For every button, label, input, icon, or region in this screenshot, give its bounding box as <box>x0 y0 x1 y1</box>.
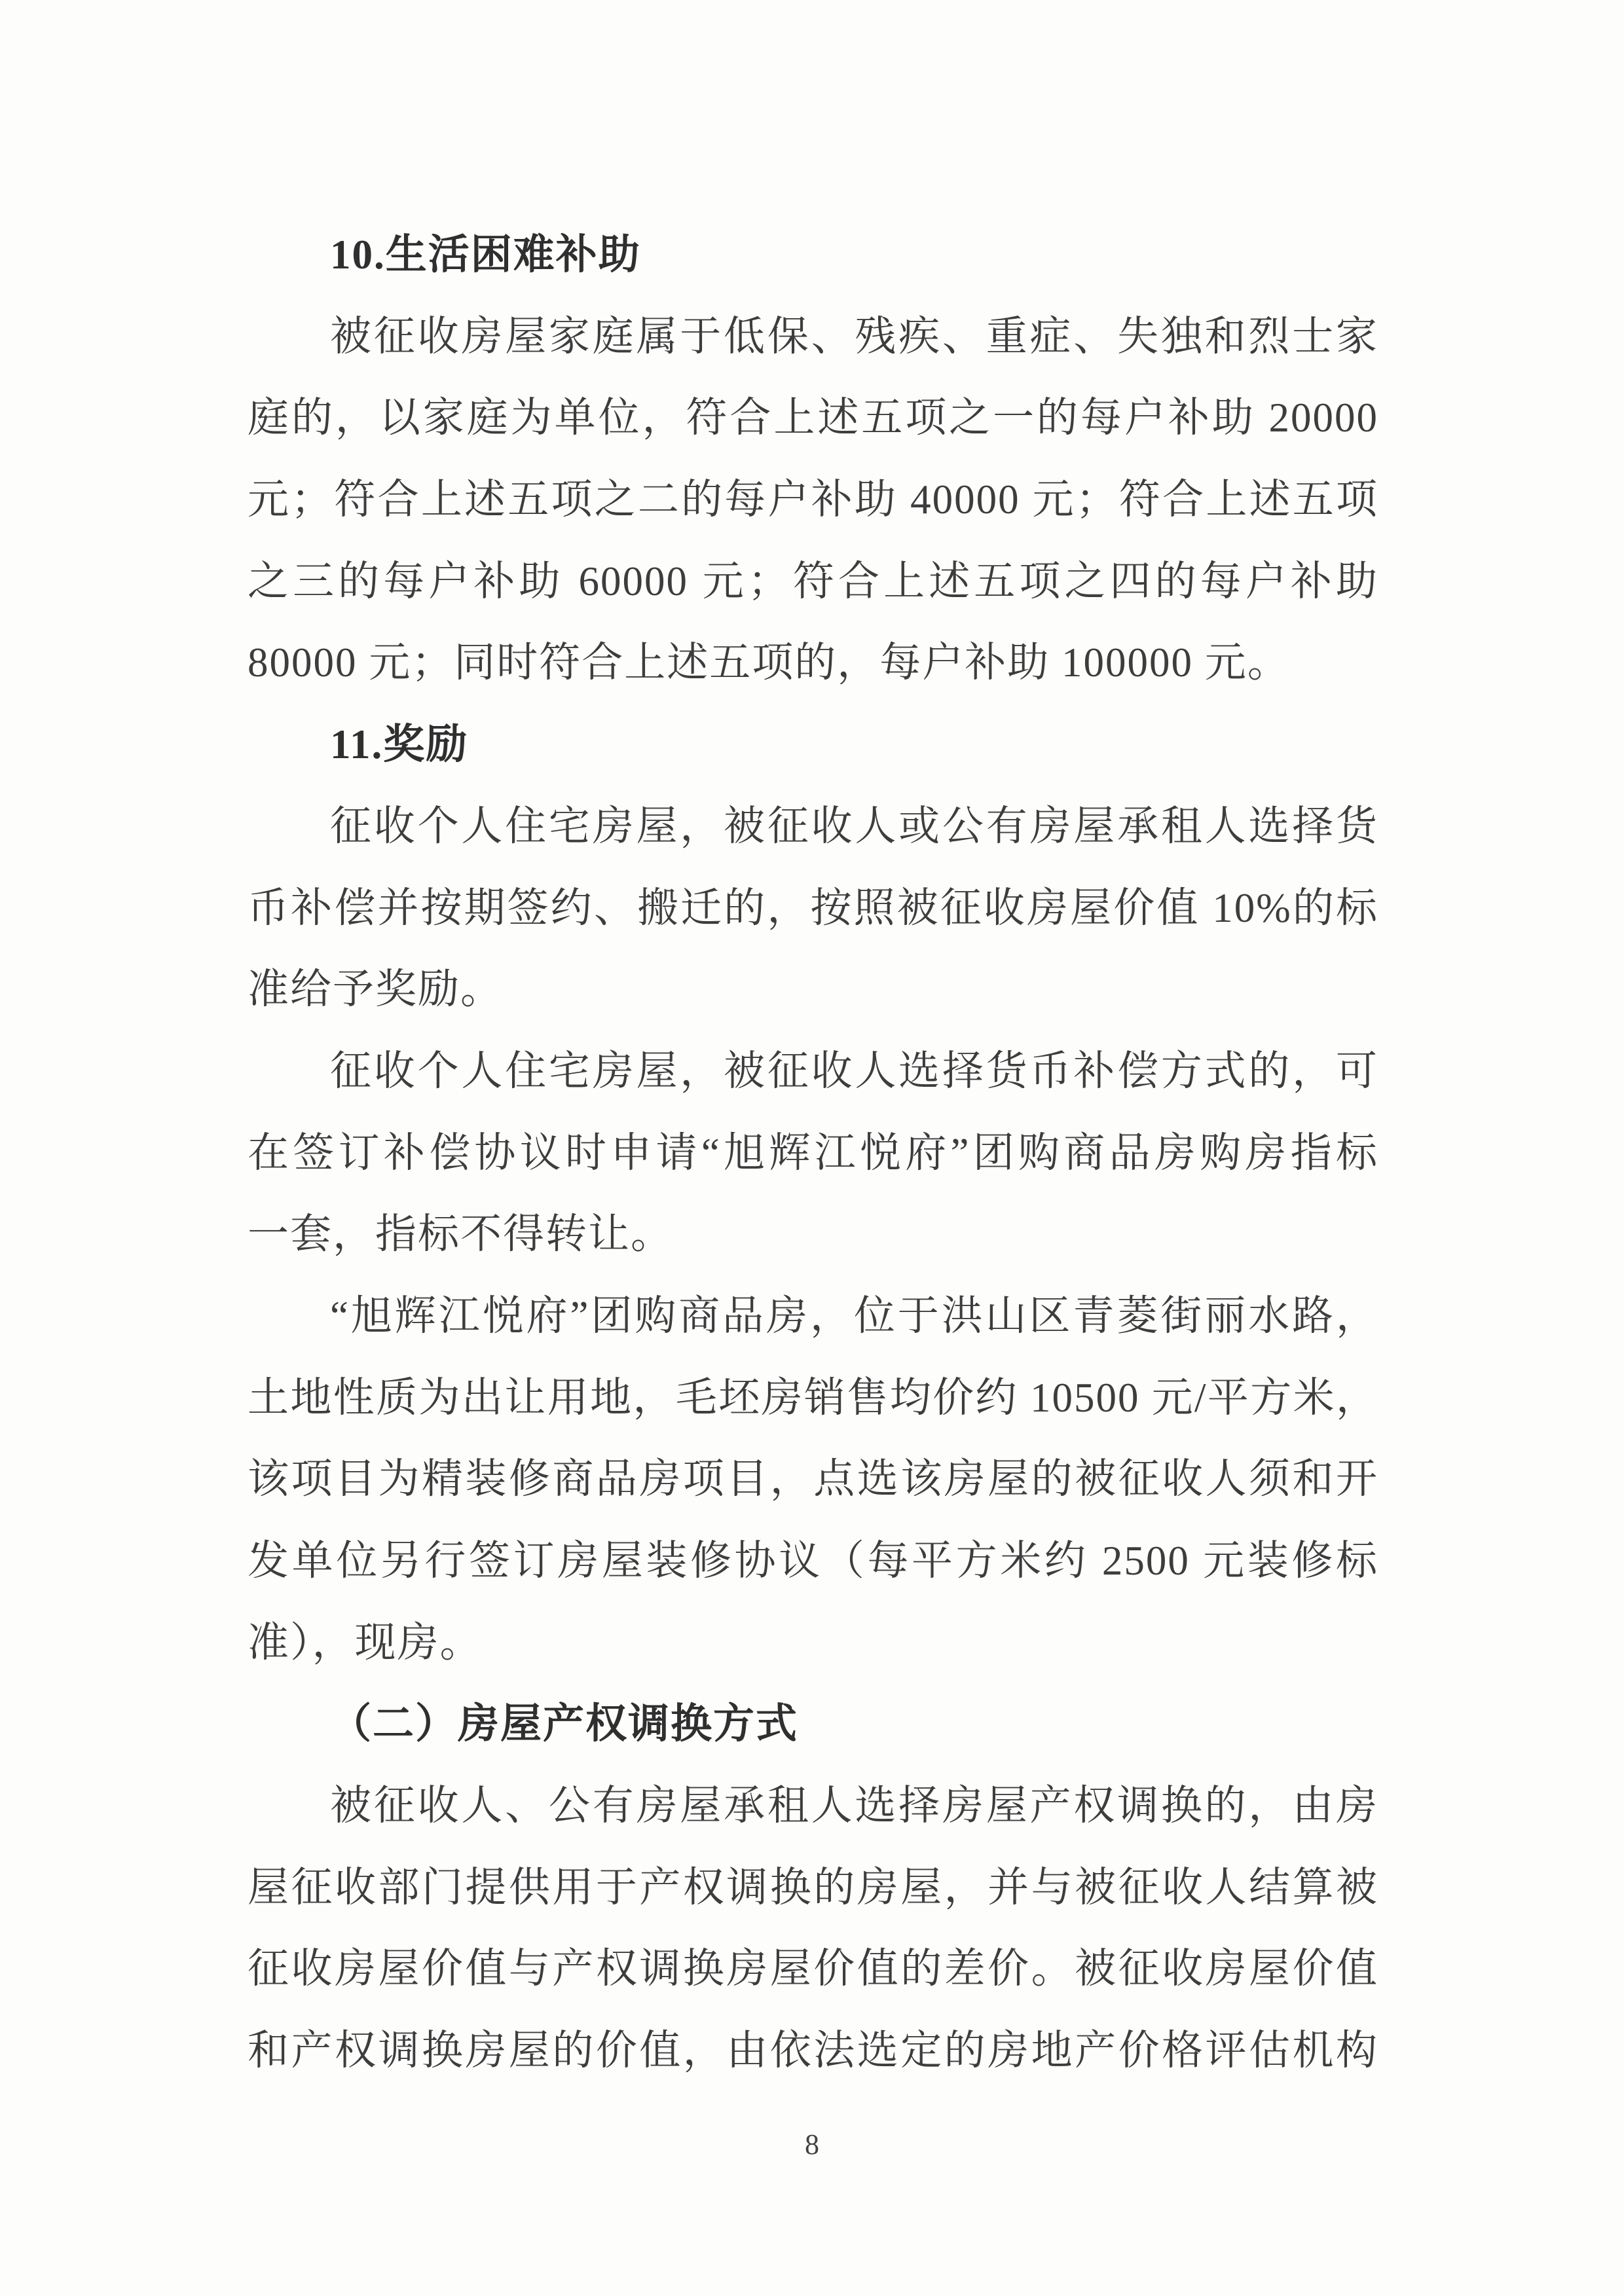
heading-line: 10.生活困难补助 <box>330 232 641 278</box>
body-line: 准），现房。 <box>248 1619 483 1666</box>
body-line: 准给予奖励。 <box>248 966 503 1013</box>
body-line: 币补偿并按期签约、搬迁的，按照被征收房屋价值 10%的标 <box>248 884 1378 931</box>
body-line: 元；符合上述五项之二的每户补助 40000 元；符合上述五项 <box>248 477 1378 523</box>
body-line: 庭的，以家庭为单位，符合上述五项之一的每户补助 20000 <box>248 395 1378 441</box>
body-line: “旭辉江悦府”团购商品房，位于洪山区青菱街丽水路， <box>330 1292 1378 1339</box>
document-body <box>248 214 1378 2092</box>
body-line: 征收个人住宅房屋，被征收人或公有房屋承租人选择货 <box>330 803 1378 849</box>
body-line: 和产权调换房屋的价值，由依法选定的房地产价格评估机构 <box>248 2028 1378 2074</box>
body-line: 之三的每户补助 60000 元；符合上述五项之四的每户补助 <box>248 558 1378 604</box>
body-line: 被征收人、公有房屋承租人选择房屋产权调换的，由房 <box>330 1783 1378 1829</box>
body-line: 在签订补偿协议时申请“旭辉江悦府”团购商品房购房指标 <box>248 1129 1378 1176</box>
body-line: 征收房屋价值与产权调换房屋价值的差价。被征收房屋价值 <box>248 1946 1378 1992</box>
body-line: 屋征收部门提供用于产权调换的房屋，并与被征收人结算被 <box>248 1864 1378 1910</box>
heading-line: 11.奖励 <box>330 721 469 768</box>
body-line: 80000 元；同时符合上述五项的，每户补助 100000 元。 <box>248 640 1290 686</box>
body-line: 该项目为精装修商品房项目，点选该房屋的被征收人须和开 <box>248 1456 1378 1503</box>
body-line: 被征收房屋家庭属于低保、残疾、重症、失独和烈士家 <box>330 313 1378 359</box>
heading-line: （二）房屋产权调换方式 <box>330 1701 798 1747</box>
page-number: 8 <box>805 2128 819 2160</box>
body-line: 土地性质为出让用地，毛坯房销售均价约 10500 元/平方米， <box>248 1374 1378 1421</box>
body-line: 发单位另行签订房屋装修协议（每平方米约 2500 元装修标 <box>248 1538 1378 1584</box>
body-line: 一套，指标不得转让。 <box>248 1211 673 1258</box>
body-line: 征收个人住宅房屋，被征收人选择货币补偿方式的，可 <box>330 1048 1378 1094</box>
